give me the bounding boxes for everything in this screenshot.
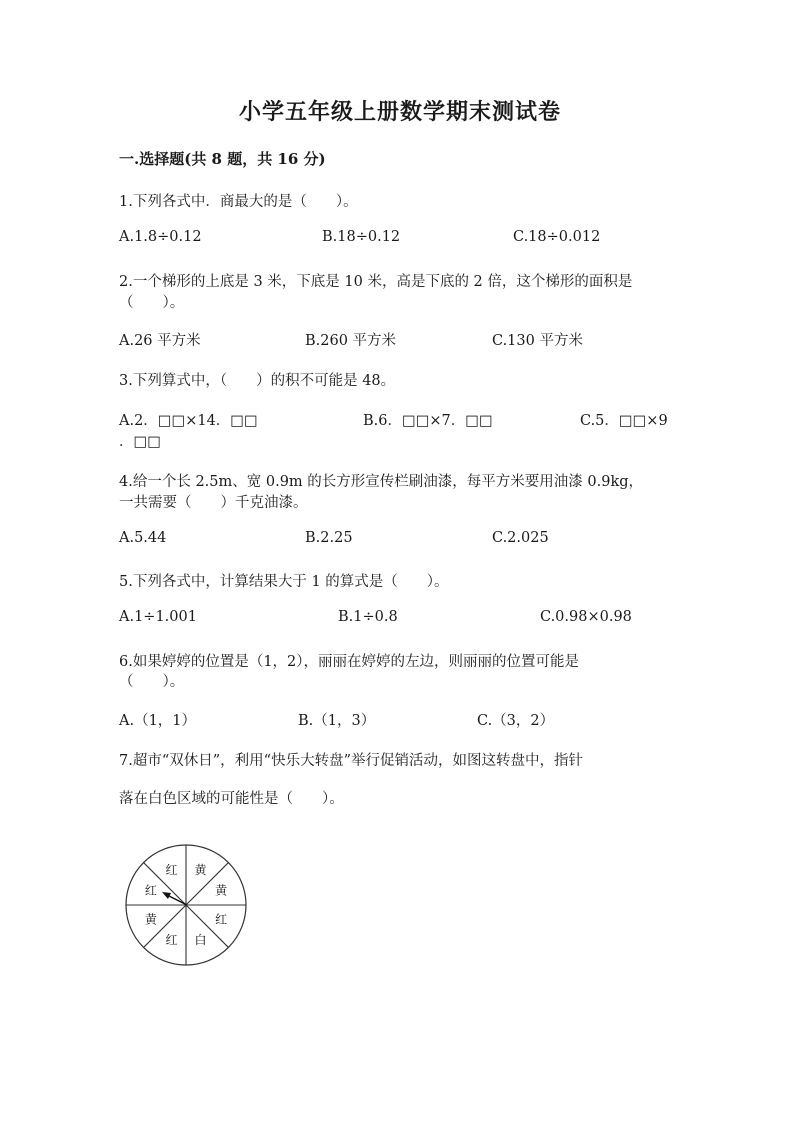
- question-6-option-a: A.（1，1）: [119, 713, 197, 729]
- wheel-sector-label: 红: [165, 933, 178, 948]
- question-2-option-c: C.130 平方米: [492, 333, 583, 349]
- question-6-stem-line-1: 6.如果婷婷的位置是（1，2），丽丽在婷婷的左边，则丽丽的位置可能是: [119, 654, 580, 670]
- question-1-option-b: B.18÷0.12: [322, 229, 401, 245]
- section-heading: 一.选择题(共 8 题，共 16 分): [119, 150, 326, 168]
- question-1-option-c: C.18÷0.012: [513, 229, 601, 245]
- question-2-stem-line-1: 2.一个梯形的上底是 3 米，下底是 10 米，高是下底的 2 倍，这个梯形的面积是: [119, 274, 633, 290]
- wheel-sector-label: 黄: [144, 912, 157, 927]
- question-4-stem-line-2: 一共需要（ ）千克油漆。: [119, 495, 308, 511]
- wheel-sector-label: 红: [165, 862, 178, 877]
- wheel-sector-label: 红: [215, 912, 228, 927]
- question-5-option-c: C.0.98×0.98: [540, 609, 632, 625]
- question-3-option-a: A.2．□□×14．□□: [119, 413, 258, 429]
- question-1-stem: 1.下列各式中．商最大的是（ ）。: [119, 194, 358, 210]
- question-4-stem-line-1: 4.给一个长 2.5m、宽 0.9m 的长方形宣传栏刷油漆，每平方米要用油漆 0.9kg，: [119, 474, 644, 490]
- question-2-stem-line-2: （ ）。: [119, 295, 185, 311]
- question-5-option-a: A.1÷1.001: [119, 609, 197, 625]
- wheel-sector-label: 黄: [194, 862, 207, 877]
- page-title: 小学五年级上册数学期末测试卷: [238, 99, 561, 125]
- question-3-option-b: B.6．□□×7．□□: [363, 413, 493, 429]
- question-3-option-c-continued: ．□□: [119, 434, 161, 450]
- question-3-option-c: C.5．□□×9: [580, 413, 668, 429]
- wheel-sector-label: 红: [144, 883, 157, 898]
- question-5-stem: 5.下列各式中，计算结果大于 1 的算式是（ ）。: [119, 574, 449, 590]
- question-7-stem-line-2: 落在白色区域的可能性是（ ）。: [119, 791, 344, 807]
- question-4-option-b: B.2.25: [305, 530, 353, 546]
- question-6-option-c: C.（3，2）: [477, 713, 555, 729]
- question-2-option-a: A.26 平方米: [119, 333, 201, 349]
- question-6-option-b: B.（1，3）: [298, 713, 376, 729]
- wheel-sector-label: 黄: [215, 883, 228, 898]
- question-4-option-a: A.5.44: [119, 530, 167, 546]
- question-7-stem-line-1: 7.超市“双休日”，利用“快乐大转盘”举行促销活动，如图这转盘中，指针: [119, 753, 583, 769]
- question-3-stem: 3.下列算式中，（ ）的积不可能是 48。: [119, 373, 396, 389]
- question-5-option-b: B.1÷0.8: [338, 609, 398, 625]
- spinner-wheel: [124, 843, 248, 967]
- wheel-sector-label: 白: [194, 933, 207, 948]
- question-6-stem-line-2: （ ）。: [119, 674, 185, 690]
- question-1-option-a: A.1.8÷0.12: [119, 229, 202, 245]
- question-4-option-c: C.2.025: [492, 530, 549, 546]
- question-2-option-b: B.260 平方米: [305, 333, 397, 349]
